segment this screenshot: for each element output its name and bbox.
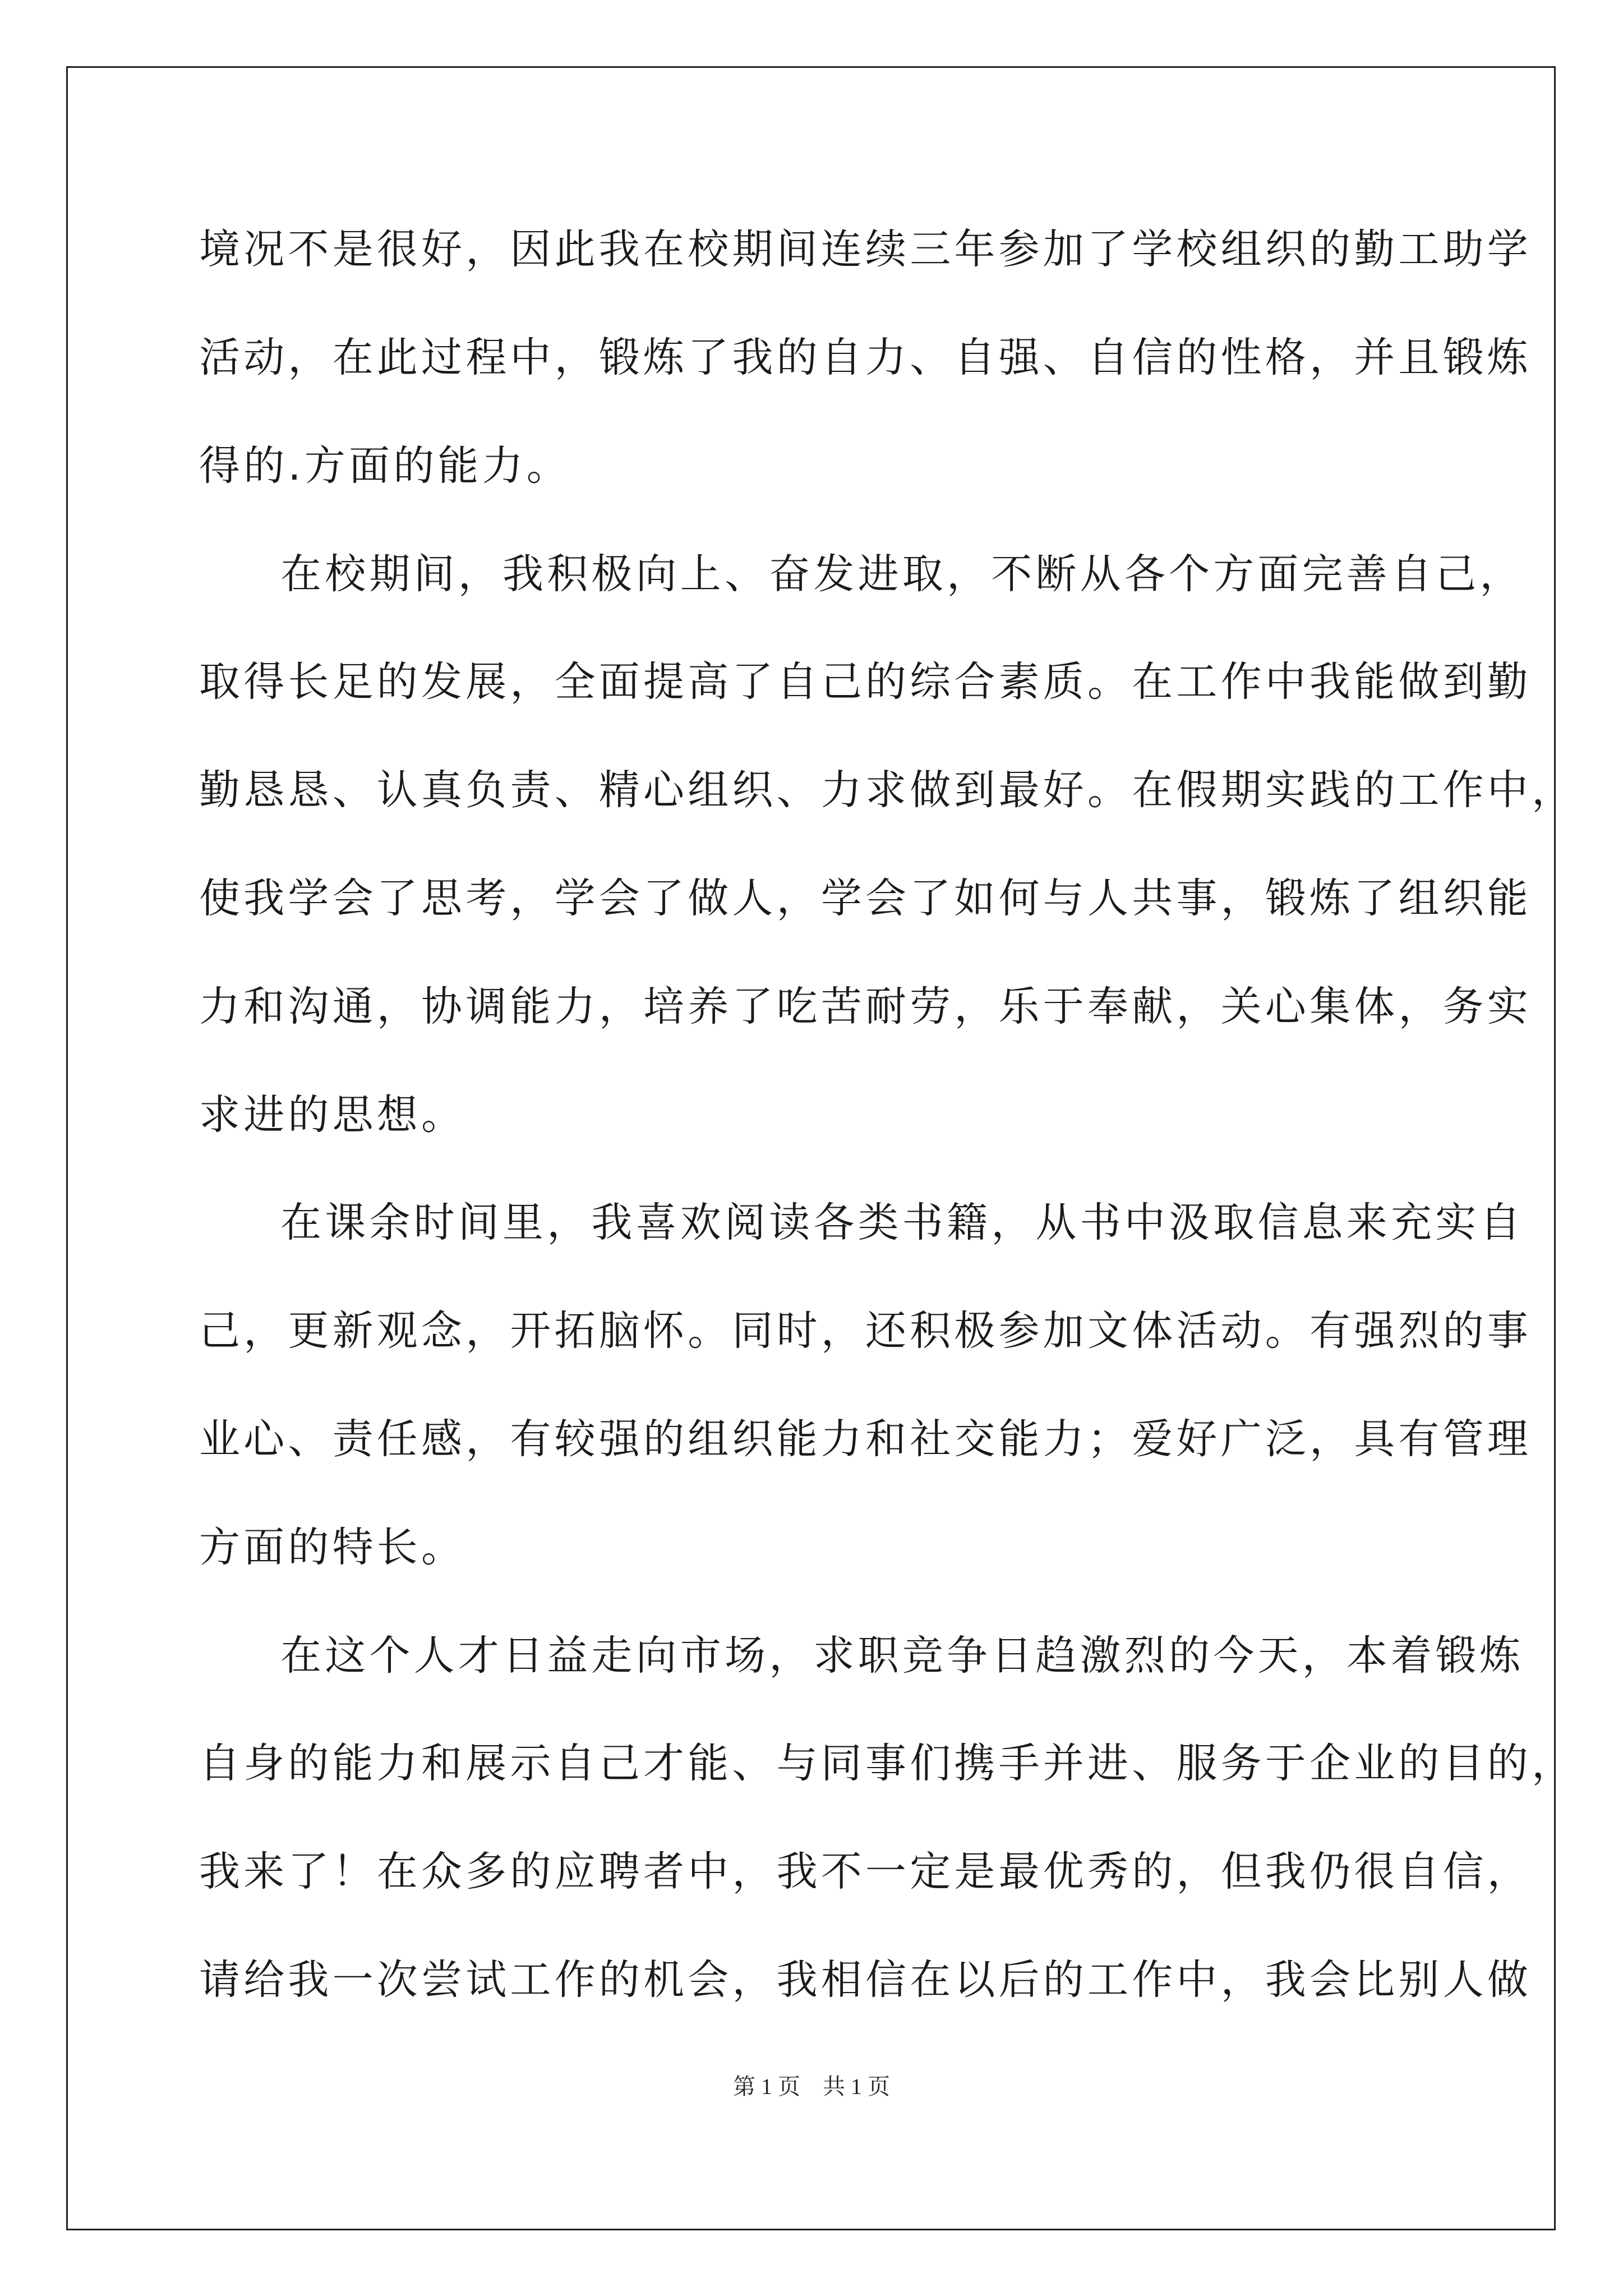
text-line: 业心、责任感，有较强的组织能力和社交能力；爱好广泛，具有管理 [199,1415,1532,1463]
text-line: 境况不是很好，因此我在校期间连续三年参加了学校组织的勤工助学 [199,226,1532,273]
page-number-footer: 第 1 页 共 1 页 [733,2074,890,2099]
paragraph-start-line: 在课余时间里，我喜欢阅读各类书籍，从书中汲取信息来充实自 [280,1199,1524,1246]
text-line: 请给我一次尝试工作的机会，我相信在以后的工作中，我会比别人做 [199,1956,1532,2004]
paragraph-start-line: 在校期间，我积极向上、奋发进取，不断从各个方面完善自己， [280,550,1524,598]
text-line: 我来了！在众多的应聘者中，我不一定是最优秀的，但我仍很自信， [199,1848,1532,1895]
text-line: 取得长足的发展，全面提高了自己的综合素质。在工作中我能做到勤 [199,658,1532,706]
text-line: 自身的能力和展示自己才能、与同事们携手并进、服务于企业的目的， [199,1740,1576,1787]
text-line: 活动，在此过程中，锻炼了我的自力、自强、自信的性格，并且锻炼 [199,334,1532,381]
text-line: 勤恳恳、认真负责、精心组织、力求做到最好。在假期实践的工作中， [199,766,1576,814]
text-line: 方面的特长。 [199,1524,466,1571]
text-line: 求进的思想。 [199,1091,466,1139]
text-line: 己，更新观念，开拓脑怀。同时，还积极参加文体活动。有强烈的事 [199,1307,1532,1355]
text-line: 力和沟通，协调能力，培养了吃苦耐劳，乐于奉献，关心集体，务实 [199,983,1532,1030]
paragraph-start-line: 在这个人才日益走向市场，求职竞争日趋激烈的今天，本着锻炼 [280,1632,1524,1680]
text-line: 使我学会了思考，学会了做人，学会了如何与人共事，锻炼了组织能 [199,875,1532,922]
text-line: 得的.方面的能力。 [199,442,571,490]
